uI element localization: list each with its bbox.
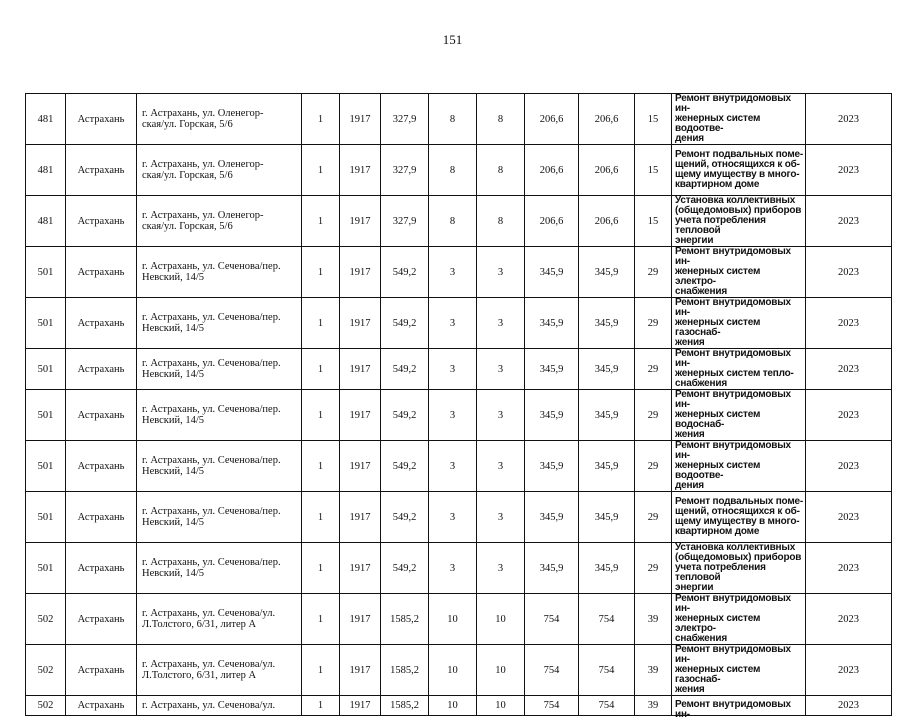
address-cell	[137, 492, 302, 543]
construction-year-cell: 1917	[340, 145, 381, 196]
work-type-line: Установка коллективных	[675, 542, 796, 553]
address-line: г. Астрахань, ул. Сеченова/пер.	[142, 557, 281, 568]
count-cell: 1	[302, 492, 340, 543]
living-area-cell: 345,9	[525, 247, 579, 298]
table-row	[26, 196, 892, 247]
apartments-cell: 8	[429, 145, 477, 196]
city-cell: Астрахань	[66, 594, 137, 645]
plan-year-cell: 2023	[806, 441, 892, 492]
address-line: г. Астрахань, ул. Сеченова/ул.	[142, 700, 276, 711]
city-cell: Астрахань	[66, 94, 137, 145]
address-cell	[137, 696, 302, 716]
residential-area-cell: 345,9	[579, 349, 635, 390]
city-cell: Астрахань	[66, 196, 137, 247]
residential-area-cell: 206,6	[579, 145, 635, 196]
work-type-cell	[672, 196, 806, 247]
city-cell: Астрахань	[66, 390, 137, 441]
address-line: ская/ул. Горская, 5/6	[142, 119, 233, 130]
table-row	[26, 492, 892, 543]
residential-area-cell: 345,9	[579, 492, 635, 543]
address-line: Невский, 14/5	[142, 568, 205, 579]
residents-cell: 29	[635, 247, 672, 298]
page-number: 151	[442, 32, 463, 47]
total-area-cell: 549,2	[381, 492, 429, 543]
residential-units-cell: 3	[477, 247, 525, 298]
living-area-cell: 345,9	[525, 492, 579, 543]
total-area-cell: 1585,2	[381, 645, 429, 696]
work-type-line: снабжения	[675, 633, 727, 644]
address-line: Л.Толстого, 6/31, литер А	[142, 670, 257, 681]
total-area-cell: 549,2	[381, 543, 429, 594]
total-area-cell: 327,9	[381, 94, 429, 145]
construction-year-cell: 1917	[340, 390, 381, 441]
work-type-cell	[672, 298, 806, 349]
address-cell	[137, 196, 302, 247]
address-line: г. Астрахань, ул. Сеченова/пер.	[142, 261, 281, 272]
work-type-cell	[672, 349, 806, 390]
house-number-cell: 501	[26, 298, 66, 349]
work-type-line: женерных систем электро-	[675, 266, 761, 287]
city-cell: Астрахань	[66, 441, 137, 492]
apartments-cell: 10	[429, 696, 477, 716]
work-type-line: женерных систем водоотве-	[675, 460, 761, 481]
address-line: г. Астрахань, ул. Оленегор-	[142, 108, 264, 119]
residential-units-cell: 10	[477, 594, 525, 645]
address-line: ская/ул. Горская, 5/6	[142, 221, 233, 232]
living-area-cell: 206,6	[525, 196, 579, 247]
work-type-line: снабжения	[675, 378, 727, 389]
table-row	[26, 247, 892, 298]
house-number-cell: 481	[26, 94, 66, 145]
residential-units-cell: 8	[477, 145, 525, 196]
construction-year-cell: 1917	[340, 298, 381, 349]
residents-cell: 29	[635, 349, 672, 390]
address-line: г. Астрахань, ул. Сеченова/ул.	[142, 659, 276, 670]
work-type-line: (общедомовых) приборов	[675, 552, 802, 563]
count-cell: 1	[302, 298, 340, 349]
living-area-cell: 345,9	[525, 298, 579, 349]
residential-area-cell: 754	[579, 645, 635, 696]
plan-year-cell: 2023	[806, 145, 892, 196]
total-area-cell: 549,2	[381, 349, 429, 390]
address-cell	[137, 390, 302, 441]
table-row	[26, 594, 892, 645]
count-cell: 1	[302, 349, 340, 390]
count-cell: 1	[302, 94, 340, 145]
address-cell	[137, 441, 302, 492]
work-type-cell	[672, 390, 806, 441]
work-type-line: Ремонт внутридомовых ин-	[675, 297, 791, 318]
work-type-cell	[672, 94, 806, 145]
work-type-line: щему имуществу в много-	[675, 169, 800, 180]
city-cell: Астрахань	[66, 247, 137, 298]
work-type-line: учета потребления тепловой	[675, 562, 766, 583]
living-area-cell: 754	[525, 645, 579, 696]
construction-year-cell: 1917	[340, 696, 381, 716]
work-type-line: Ремонт внутридомовых ин-	[675, 348, 791, 369]
construction-year-cell: 1917	[340, 441, 381, 492]
apartments-cell: 3	[429, 492, 477, 543]
work-type-line: квартирном доме	[675, 526, 760, 537]
construction-year-cell: 1917	[340, 247, 381, 298]
work-type-line: щений, относящихся к об-	[675, 506, 800, 517]
residential-area-cell: 754	[579, 696, 635, 716]
address-cell	[137, 594, 302, 645]
address-cell	[137, 298, 302, 349]
work-type-line: энергии	[675, 582, 714, 593]
work-type-line: женерных систем тепло-	[675, 368, 794, 379]
table-row	[26, 543, 892, 594]
apartments-cell: 10	[429, 645, 477, 696]
table-row	[26, 145, 892, 196]
total-area-cell: 327,9	[381, 145, 429, 196]
work-type-cell	[672, 645, 806, 696]
house-number-cell: 501	[26, 247, 66, 298]
city-cell: Астрахань	[66, 696, 137, 716]
plan-year-cell: 2023	[806, 390, 892, 441]
address-line: г. Астрахань, ул. Сеченова/пер.	[142, 506, 281, 517]
address-line: г. Астрахань, ул. Оленегор-	[142, 210, 264, 221]
residential-units-cell: 8	[477, 196, 525, 247]
table-body	[26, 93, 892, 720]
residential-units-cell: 8	[477, 94, 525, 145]
apartments-cell: 8	[429, 94, 477, 145]
residential-units-cell: 10	[477, 696, 525, 716]
construction-year-cell: 1917	[340, 349, 381, 390]
city-cell: Астрахань	[66, 543, 137, 594]
apartments-cell: 10	[429, 594, 477, 645]
apartments-cell: 8	[429, 196, 477, 247]
living-area-cell: 206,6	[525, 145, 579, 196]
apartments-cell: 3	[429, 247, 477, 298]
plan-year-cell: 2023	[806, 492, 892, 543]
living-area-cell: 345,9	[525, 390, 579, 441]
residents-cell: 15	[635, 145, 672, 196]
construction-year-cell: 1917	[340, 492, 381, 543]
city-cell: Астрахань	[66, 145, 137, 196]
plan-year-cell: 2023	[806, 696, 892, 716]
repair-schedule-table	[25, 93, 892, 720]
address-cell	[137, 349, 302, 390]
address-cell	[137, 543, 302, 594]
house-number-cell: 502	[26, 696, 66, 716]
work-type-line: женерных систем водоотве-	[675, 113, 761, 134]
total-area-cell: 1585,2	[381, 594, 429, 645]
work-type-cell	[672, 441, 806, 492]
count-cell: 1	[302, 696, 340, 716]
plan-year-cell: 2023	[806, 543, 892, 594]
house-number-cell: 501	[26, 441, 66, 492]
city-cell: Астрахань	[66, 492, 137, 543]
residential-area-cell: 345,9	[579, 390, 635, 441]
address-line: Невский, 14/5	[142, 466, 205, 477]
count-cell: 1	[302, 390, 340, 441]
residential-area-cell: 754	[579, 594, 635, 645]
work-type-cell	[672, 145, 806, 196]
residential-area-cell: 345,9	[579, 441, 635, 492]
address-line: ская/ул. Горская, 5/6	[142, 170, 233, 181]
address-line: Невский, 14/5	[142, 272, 205, 283]
residential-area-cell: 345,9	[579, 298, 635, 349]
living-area-cell: 754	[525, 696, 579, 716]
work-type-line: женерных систем газоснаб-	[675, 664, 761, 685]
count-cell: 1	[302, 594, 340, 645]
construction-year-cell: 1917	[340, 594, 381, 645]
work-type-line: Ремонт внутридомовых ин-	[675, 644, 791, 665]
residential-units-cell: 3	[477, 298, 525, 349]
address-line: Невский, 14/5	[142, 415, 205, 426]
count-cell: 1	[302, 145, 340, 196]
work-type-line: дения	[675, 133, 704, 144]
total-area-cell: 549,2	[381, 441, 429, 492]
work-type-line: жения	[675, 684, 705, 695]
residents-cell: 15	[635, 94, 672, 145]
address-cell	[137, 145, 302, 196]
total-area-cell: 549,2	[381, 390, 429, 441]
plan-year-cell: 2023	[806, 594, 892, 645]
residents-cell: 15	[635, 196, 672, 247]
residents-cell: 39	[635, 696, 672, 716]
total-area-cell: 1585,2	[381, 696, 429, 716]
plan-year-cell: 2023	[806, 645, 892, 696]
work-type-line: Ремонт внутридомовых ин-	[675, 699, 791, 720]
work-type-line: женерных систем водоснаб-	[675, 409, 761, 430]
house-number-cell: 502	[26, 645, 66, 696]
address-line: г. Астрахань, ул. Сеченова/ул.	[142, 608, 276, 619]
count-cell: 1	[302, 196, 340, 247]
work-type-cell	[672, 543, 806, 594]
count-cell: 1	[302, 441, 340, 492]
house-number-cell: 501	[26, 543, 66, 594]
apartments-cell: 3	[429, 298, 477, 349]
house-number-cell: 501	[26, 492, 66, 543]
living-area-cell: 206,6	[525, 94, 579, 145]
work-type-line: женерных систем газоснаб-	[675, 317, 761, 338]
total-area-cell: 327,9	[381, 196, 429, 247]
apartments-cell: 3	[429, 349, 477, 390]
table-row	[26, 349, 892, 390]
work-type-line: щений, относящихся к об-	[675, 159, 800, 170]
residential-area-cell: 206,6	[579, 94, 635, 145]
count-cell: 1	[302, 543, 340, 594]
table-row	[26, 94, 892, 145]
work-type-cell	[672, 247, 806, 298]
residents-cell: 39	[635, 594, 672, 645]
work-type-line: снабжения	[675, 286, 727, 297]
work-type-line: женерных систем электро-	[675, 613, 761, 634]
plan-year-cell: 2023	[806, 298, 892, 349]
city-cell: Астрахань	[66, 349, 137, 390]
apartments-cell: 3	[429, 390, 477, 441]
residential-units-cell: 3	[477, 349, 525, 390]
work-type-line: жения	[675, 337, 705, 348]
work-type-line: Ремонт подвальных поме-	[675, 149, 804, 160]
work-type-line: Ремонт подвальных поме-	[675, 496, 804, 507]
residents-cell: 29	[635, 543, 672, 594]
work-type-line: Ремонт внутридомовых ин-	[675, 593, 791, 614]
work-type-cell	[672, 492, 806, 543]
apartments-cell: 3	[429, 441, 477, 492]
address-line: г. Астрахань, ул. Сеченова/пер.	[142, 358, 281, 369]
residential-units-cell: 10	[477, 645, 525, 696]
house-number-cell: 501	[26, 349, 66, 390]
apartments-cell: 3	[429, 543, 477, 594]
work-type-cell	[672, 696, 806, 720]
living-area-cell: 754	[525, 594, 579, 645]
address-line: Невский, 14/5	[142, 517, 205, 528]
residential-area-cell: 206,6	[579, 196, 635, 247]
address-line: Невский, 14/5	[142, 369, 205, 380]
work-type-line: щему имуществу в много-	[675, 516, 800, 527]
residential-area-cell: 345,9	[579, 247, 635, 298]
plan-year-cell: 2023	[806, 94, 892, 145]
table-row	[26, 645, 892, 696]
plan-year-cell: 2023	[806, 247, 892, 298]
work-type-line: учета потребления тепловой	[675, 215, 766, 236]
work-type-line: (общедомовых) приборов	[675, 205, 802, 216]
construction-year-cell: 1917	[340, 645, 381, 696]
address-line: г. Астрахань, ул. Сеченова/пер.	[142, 404, 281, 415]
count-cell: 1	[302, 645, 340, 696]
house-number-cell: 502	[26, 594, 66, 645]
work-type-line: квартирном доме	[675, 179, 760, 190]
work-type-line: энергии	[675, 235, 714, 246]
house-number-cell: 481	[26, 196, 66, 247]
total-area-cell: 549,2	[381, 247, 429, 298]
address-line: Невский, 14/5	[142, 323, 205, 334]
work-type-line: Ремонт внутридомовых ин-	[675, 246, 791, 267]
residents-cell: 29	[635, 441, 672, 492]
address-cell	[137, 645, 302, 696]
residents-cell: 39	[635, 645, 672, 696]
work-type-line: Ремонт внутридомовых ин-	[675, 389, 791, 410]
total-area-cell: 549,2	[381, 298, 429, 349]
house-number-cell: 481	[26, 145, 66, 196]
address-line: Л.Толстого, 6/31, литер А	[142, 619, 257, 630]
plan-year-cell: 2023	[806, 196, 892, 247]
residents-cell: 29	[635, 492, 672, 543]
construction-year-cell: 1917	[340, 543, 381, 594]
work-type-line: Установка коллективных	[675, 195, 796, 206]
work-type-line: жения	[675, 429, 705, 440]
living-area-cell: 345,9	[525, 543, 579, 594]
residents-cell: 29	[635, 390, 672, 441]
table-row	[26, 441, 892, 492]
address-line: г. Астрахань, ул. Сеченова/пер.	[142, 455, 281, 466]
construction-year-cell: 1917	[340, 94, 381, 145]
table-row	[26, 298, 892, 349]
city-cell: Астрахань	[66, 298, 137, 349]
residential-units-cell: 3	[477, 543, 525, 594]
house-number-cell: 501	[26, 390, 66, 441]
count-cell: 1	[302, 247, 340, 298]
address-line: г. Астрахань, ул. Сеченова/пер.	[142, 312, 281, 323]
plan-year-cell: 2023	[806, 349, 892, 390]
residential-units-cell: 3	[477, 441, 525, 492]
residential-units-cell: 3	[477, 492, 525, 543]
address-cell	[137, 94, 302, 145]
residential-area-cell: 345,9	[579, 543, 635, 594]
residents-cell: 29	[635, 298, 672, 349]
work-type-line: Ремонт внутридомовых ин-	[675, 93, 791, 114]
work-type-line: дения	[675, 480, 704, 491]
work-type-cell	[672, 594, 806, 645]
table-row	[26, 696, 892, 716]
address-line: г. Астрахань, ул. Оленегор-	[142, 159, 264, 170]
work-type-line: Ремонт внутридомовых ин-	[675, 440, 791, 461]
construction-year-cell: 1917	[340, 196, 381, 247]
city-cell: Астрахань	[66, 645, 137, 696]
residential-units-cell: 3	[477, 390, 525, 441]
living-area-cell: 345,9	[525, 441, 579, 492]
address-cell	[137, 247, 302, 298]
table-row	[26, 390, 892, 441]
living-area-cell: 345,9	[525, 349, 579, 390]
